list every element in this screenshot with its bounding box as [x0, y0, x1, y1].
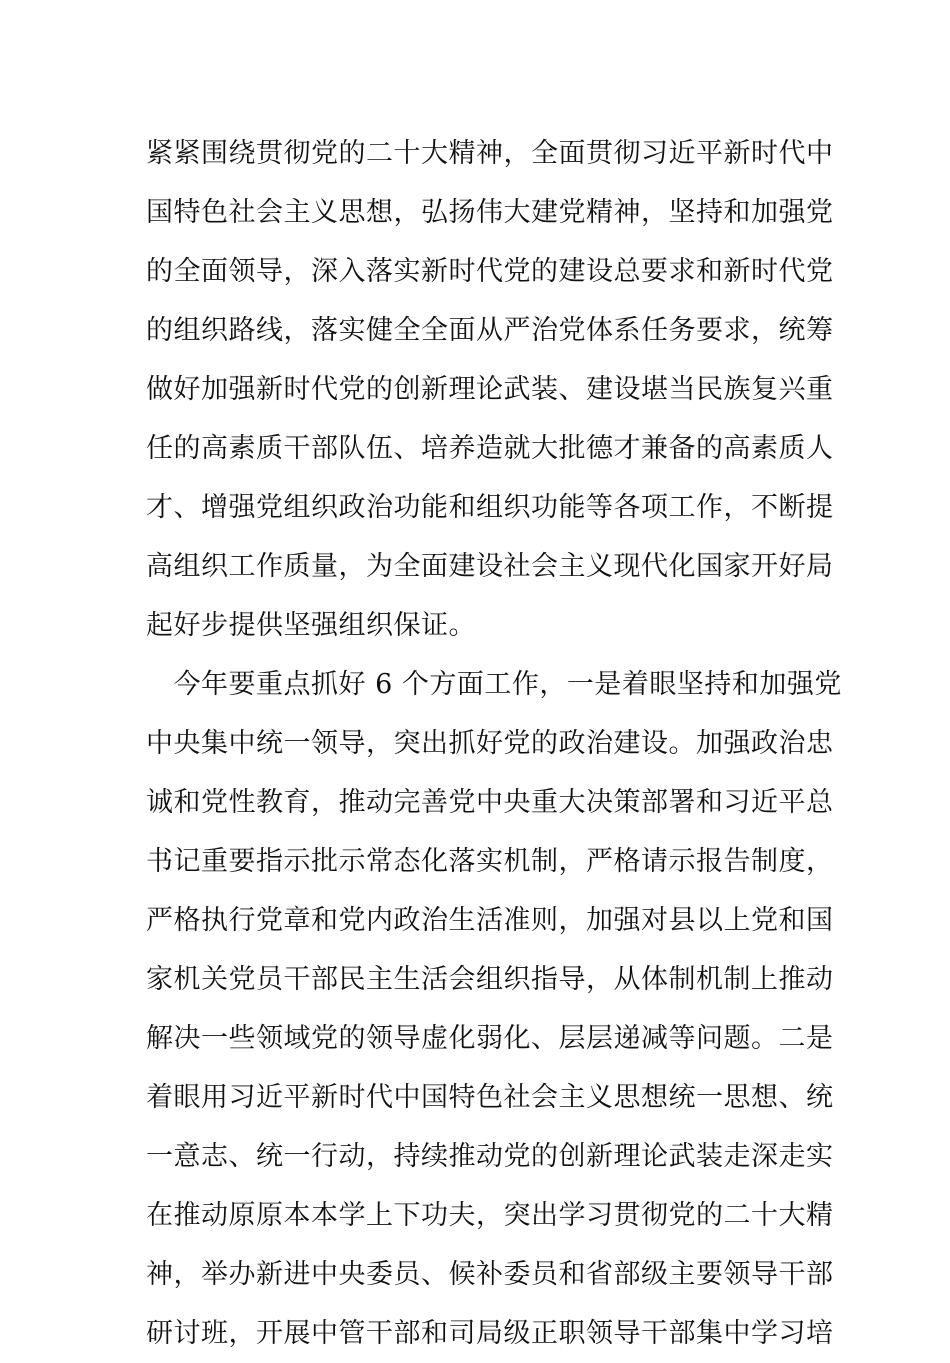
paragraph-line: 家机关党员干部民主生活会组织指导，从体制机制上推动	[146, 964, 834, 995]
paragraph-line: 解决一些领域党的领导虚化弱化、层层递减等问题。二是	[146, 1023, 834, 1054]
paragraph-line: 的全面领导，深入落实新时代党的建设总要求和新时代党	[146, 256, 834, 287]
paragraph-line: 今年要重点抓好 6 个方面工作，一是着眼坚持和加强党	[146, 669, 842, 700]
paragraph-line: 任的高素质干部队伍、培养造就大批德才兼备的高素质人	[146, 433, 834, 464]
paragraph-line: 神，举办新进中央委员、候补委员和省部级主要领导干部	[146, 1259, 834, 1290]
paragraph-line: 中央集中统一领导，突出抓好党的政治建设。加强政治忠	[146, 728, 834, 759]
paragraph-line: 国特色社会主义思想，弘扬伟大建党精神，坚持和加强党	[146, 197, 834, 228]
paragraph-line: 诚和党性教育，推动完善党中央重大决策部署和习近平总	[146, 787, 834, 818]
paragraph-line: 紧紧围绕贯彻党的二十大精神，全面贯彻习近平新时代中	[146, 138, 834, 169]
paragraph-line: 着眼用习近平新时代中国特色社会主义思想统一思想、统	[146, 1082, 834, 1113]
paragraph-line: 的组织路线，落实健全全面从严治党体系任务要求，统筹	[146, 315, 834, 346]
paragraph-line: 书记重要指示批示常态化落实机制，严格请示报告制度，	[146, 846, 834, 877]
paragraph-line: 严格执行党章和党内政治生活准则，加强对县以上党和国	[146, 905, 834, 936]
paragraph-line: 起好步提供坚强组织保证。	[146, 610, 476, 641]
paragraph-2	[146, 655, 842, 1363]
paragraph-1	[146, 124, 834, 655]
paragraph-line: 才、增强党组织政治功能和组织功能等各项工作，不断提	[146, 492, 834, 523]
paragraph-line: 做好加强新时代党的创新理论武装、建设堪当民族复兴重	[146, 374, 834, 405]
document-body	[146, 124, 842, 1363]
paragraph-line: 研讨班，开展中管干部和司局级正职领导干部集中学习培	[146, 1318, 834, 1349]
paragraph-line: 高组织工作质量，为全面建设社会主义现代化国家开好局	[146, 551, 834, 582]
paragraph-line: 一意志、统一行动，持续推动党的创新理论武装走深走实	[146, 1141, 834, 1172]
paragraph-line: 在推动原原本本学上下功夫，突出学习贯彻党的二十大精	[146, 1200, 834, 1231]
